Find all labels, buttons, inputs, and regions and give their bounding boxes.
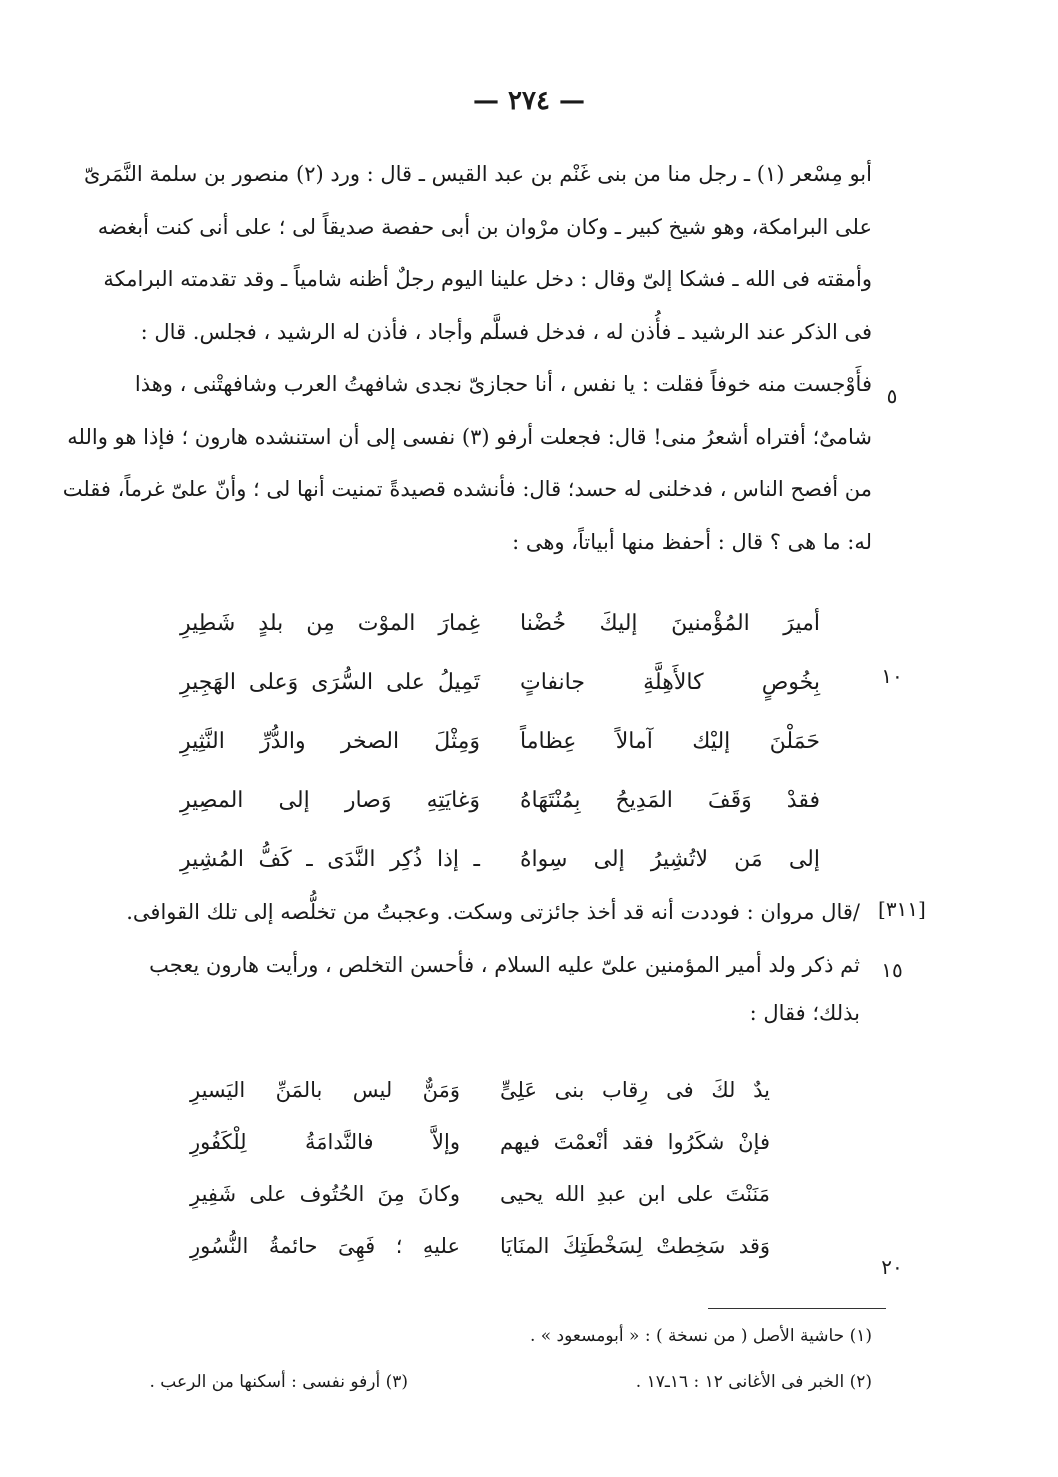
verse-first-hemistich: وَقد سَخِطتْ لِسَخْطَتِكَ المنَايَا [500,1234,770,1258]
text-line: /قال مروان : فوددت أنه قد أخذ جائزتى وسكت. وعجبتُ من تخلُّصه إلى تلك القوافى. [126,900,860,924]
footnote-divider [708,1308,886,1309]
page-number: — ٢٧٤ — [472,86,586,116]
line-number-15: ١٥ [881,958,903,982]
verse [180,594,820,653]
line-number-5: ٥ [886,384,898,408]
verse-first-hemistich: أميرَ المُؤْمنينَ إليكَ خُضْنا [520,611,820,636]
verse [180,830,820,889]
verse-first-hemistich: بِخُوصٍ كالأَهِلَّةِ جانفاتٍ [520,670,820,695]
verse-first-hemistich: إلى مَن لاتُشِيرُ إلى سِواهُ [520,847,820,872]
text-line: بذلك؛ فقال : [749,1000,860,1025]
footnote-1: (١) حاشية الأصل ( من نسخة ) : « أبومسعود » . [529,1326,872,1346]
verse-second-hemistich: وَغايَتِهِ وَصار إلى المصِيرِ [180,788,480,813]
text-line: وأمقته فى الله ـ فشكا إلىّ وقال : دخل علينا اليوم رجلٌ أظنه شامياً ـ وقد تقدمته البرامكة [103,267,872,291]
verse-second-hemistich: عليهِ ؛ فَهِىَ حائمةُ النُّسُورِ [190,1234,460,1258]
text-line: شامىٌ؛ أفتراه أشعرُ منى! قال: فجعلت أرفو (٣) نفسى إلى أن استنشده هارون ؛ فإذا هو والله [67,424,872,449]
text-line: على البرامكة، وهو شيخ كبير ـ وكان مرْوان بن أبى حفصة صديقاً لى ؛ على أنى كنت أبغضه [97,214,872,239]
prose-paragraph-1 [62,148,872,568]
verse [190,1168,770,1220]
verse-second-hemistich: وإلاَّ فالنَّدامَةُ لِلْكَفُورِ [190,1130,460,1154]
text-line: فى الذكر عند الرشيد ـ فأُذن له ، فدخل فسلَّم وأجاد ، فأذن له الرشيد ، فجلس. قال : [140,319,872,344]
verse-second-hemistich: وكانَ مِنَ الحُتُوف على شَفِيرِ [190,1182,460,1206]
line-number-10: ١٠ [881,664,903,688]
verse-second-hemistich: غِمارَ الموْت مِن بلدٍ شَطِيرِ [180,611,480,636]
original-page-ref: [٣١١] [878,897,926,921]
verse [180,712,820,771]
text-line: ثم ذكر ولد أمير المؤمنين علىّ عليه السلام ، فأحسن التخلص ، ورأيت هارون يعجب [149,952,860,977]
text-line: أبو مِسْعر (١) ـ رجل منا من بنى غَنْم بن عبد القيس ـ قال : ورد (٢) منصور بن سلمة النَّمَرىّ [83,162,872,186]
verse [190,1116,770,1168]
footnote-3: (٣) أرفو نفسى : أسكنها من الرعب . [149,1372,408,1392]
verse [180,771,820,830]
poem-2 [190,1064,770,1272]
line-number-20: ٢٠ [881,1255,903,1279]
verse [180,653,820,712]
verse-second-hemistich: تَمِيلُ على السُّرَى وَعلى الهَجِيرِ [180,670,480,695]
verse-first-hemistich: فقدْ وَقَفَ المَدِيحُ بِمُنْتَهَاهُ [520,788,820,813]
text-line: له: ما هى ؟ قال : أحفظ منها أبياتاً، وهى : [512,529,872,554]
poem-1 [180,594,820,889]
prose-paragraph-2 [126,886,860,1039]
verse-second-hemistich: ـ إذا ذُكِر النَّدَى ـ كَفُّ المُشِيرِ [180,847,480,872]
footnote-2: (٢) الخبر فى الأغانى ١٢ : ١٦ـ١٧ . [635,1372,872,1392]
verse-second-hemistich: وَمَنٌّ ليس بالمَنِّ اليَسيرِ [190,1078,460,1102]
verse-second-hemistich: وَمِثْلَ الصخر والدُّرِّ النَّثِيرِ [180,729,480,754]
verse-first-hemistich: فإنْ شكَرُوا فقد أنْعمْتَ فيهم [500,1130,770,1154]
verse [190,1220,770,1272]
verse-first-hemistich: حَمَلْنَ إليْك آمالاً عِظاماً [520,729,820,754]
text-line: فأَوْجست منه خوفاً فقلت : يا نفس ، أنا حجازىّ نجدى شافهتُ العرب وشافهتْنى ، وهذا [134,372,872,396]
verse-first-hemistich: يدٌ لكَ فى رِقاب بنى عَلِىٍّ [500,1078,770,1102]
verse [190,1064,770,1116]
verse-first-hemistich: مَنَنْتَ على ابن عبدِ الله يحيى [500,1182,770,1206]
text-line: من أفصح الناس ، فدخلنى له حسد؛ قال: فأنشده قصيدةً تمنيت أنها لى ؛ وأنّ علىّ غرماً، فقلت [62,477,872,501]
